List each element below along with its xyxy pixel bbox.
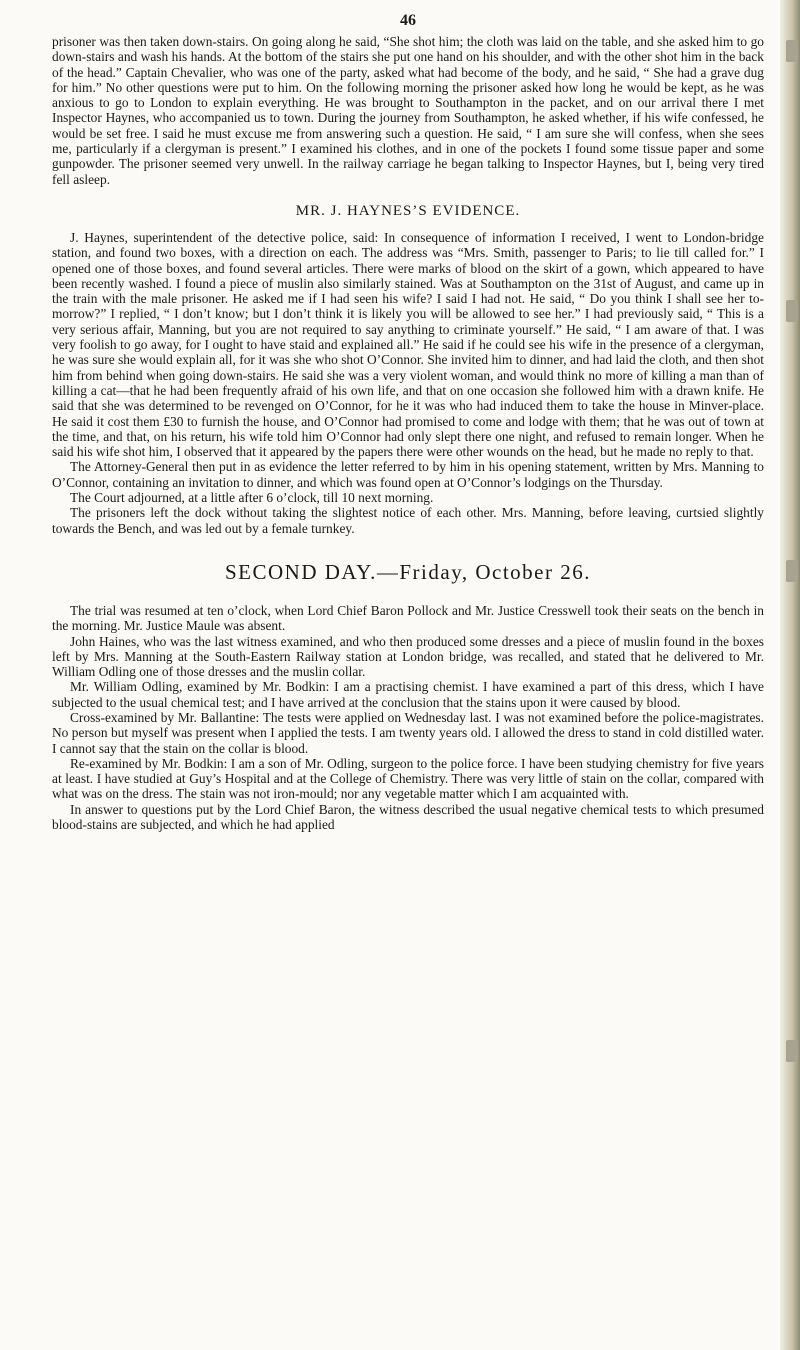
book-page: [52, 0, 764, 832]
page-edge-mark: [786, 560, 798, 582]
second-day-section: [52, 603, 764, 832]
paragraph: Mr. William Odling, examined by Mr. Bodkin: I am a practising chemist. I have examined a part of this dress, which I have subjected to the usual chemical test; and I have arrived at the conclusion that the stains upon it were caused by blood.: [52, 679, 764, 710]
page-edge-mark: [786, 40, 798, 62]
paragraph: In answer to questions put by the Lord Chief Baron, the witness described the usual negative chemical tests to which presumed blood-stains are subjected, and which he had applied: [52, 801, 764, 833]
top-section: [52, 34, 764, 187]
section-heading-evidence: MR. J. HAYNES’S EVIDENCE.: [295, 202, 521, 219]
paragraph: J. Haynes, superintendent of the detective police, said: In consequence of information I received, I went to London-bridge station, and found two boxes, with a direction on each. The address was “Mrs. Smith, passenger to Paris; to lie till called for.” I opened one of those boxes, and found several articles. There were marks of blood on the skirt of a gown, which appeared to have been recently washed. I found a piece of muslin also similarly stained. Was at Southampton on the 31st of August, and came up in the train with the male prisoner. He asked me if I had seen his wife? I said I had not. He said, “ Do you think I shall see her to-morrow?” I replied, “ I don’t know; but I don’t think it is likely you will be allowed to see her.” I had previously said, “ This is a very serious affair, Manning, but you are not required to say anything to criminate yourself.” He said, “ I am aware of that. I was very foolish to go away, for I ought to have staid and explained all.” He said if he could see his wife in the presence of a clergyman, he was sure she would explain all, for it was she who shot O’Connor. She invited him to dinner, and had laid the cloth, and then shot him from behind when going down-stairs. He said she was a very violent woman, and would think no more of killing a man than of killing a cat—that he had been frequently afraid of his own life, and that on one occasion she followed him with a drawn knife. He said that she was determined to be revenged on O’Connor, for he it was who had induced them to take the house in Minver-place. He said it cost them £30 to furnish the house, and O’Connor had promised to come and lodge with them; that he was out of town at the time, and that, on his return, his wife told him O’Connor had only slept there one night, and refused to remain longer. When he said his wife shot him, I observed that it appeared by the papers there were other wounds on the head, but he made no reply to that.: [52, 229, 764, 460]
page-number: 46: [400, 12, 416, 29]
paragraph: The prisoners left the dock without taking the slightest notice of each other. Mrs. Manning, before leaving, curtsied slightly towards the Bench, and was led out by a female turnkey.: [52, 505, 764, 536]
paragraph: The trial was resumed at ten o’clock, when Lord Chief Baron Pollock and Mr. Justice Cresswell took their seats on the bench in the morning. Mr. Justice Maule was absent.: [52, 602, 764, 634]
paragraph: Cross-examined by Mr. Ballantine: The tests were applied on Wednesday last. I was not examined before the police-magistrates. No person but myself was present when I applied the tests. I am twenty years old. I allowed the dress to stand in cold distilled water. I cannot say that the stain on the collar is blood.: [52, 709, 764, 756]
evidence-section: [52, 230, 764, 536]
section-heading-second-day: SECOND DAY.—Friday, October 26.: [225, 559, 591, 584]
paragraph: The Court adjourned, at a little after 6 o’clock, till 10 next morning.: [70, 490, 434, 506]
book-page-edge: [780, 0, 800, 1350]
paragraph: The Attorney-General then put in as evidence the letter referred to by him in his opening statement, written by Mrs. Manning to O’Connor, containing an invitation to dinner, and which was found open at O’Connor’s lodgings on the Thursday.: [52, 459, 764, 490]
page-edge-mark: [786, 300, 798, 322]
page-edge-mark: [786, 1040, 798, 1062]
paragraph: prisoner was then taken down-stairs. On going along he said, “She shot him; the cloth was laid on the table, and she asked him to go down-stairs and wash his hands. At the bottom of the stairs she put one hand on his shoulder, and with the other shot him in the back of the head.” Captain Chevalier, who was one of the party, asked what had become of the body, and he said, “ She had a grave dug for him.” No other questions were put to him. On the following morning the prisoner asked how long he would be kept, as he was anxious to go to London to explain everything. He was brought to Southampton in the packet, and on our arrival there I met Inspector Haynes, who accompanied us to town. During the journey from Southampton, he asked whether, if his wife confessed, he would be set free. I said he must excuse me from answering such a question. He said, “ I am sure she will confess, when she sees me, particularly if a clergyman is present.” I examined his clothes, and in one of the pockets I found some tissue paper and some gunpowder. The prisoner seemed very unwell. In the railway carriage he began talking to Inspector Haynes, but I, being very tired fell asleep.: [52, 34, 764, 187]
paragraph: John Haines, who was the last witness examined, and who then produced some dresses and a piece of muslin found in the boxes left by Mrs. Manning at the South-Eastern Railway station at London bridge, was recalled, and stated that he delivered to Mr. William Odling one of those dresses and the muslin collar.: [52, 633, 764, 680]
paragraph: Re-examined by Mr. Bodkin: I am a son of Mr. Odling, surgeon to the police force. I have been studying chemistry for five years at least. I have studied at Guy’s Hospital and at the College of Chemistry. There was very little of stain on the collar, compared with what was on the dress. The stain was not iron-mould; nor any vegetable matter which I am acquainted with.: [52, 755, 764, 802]
